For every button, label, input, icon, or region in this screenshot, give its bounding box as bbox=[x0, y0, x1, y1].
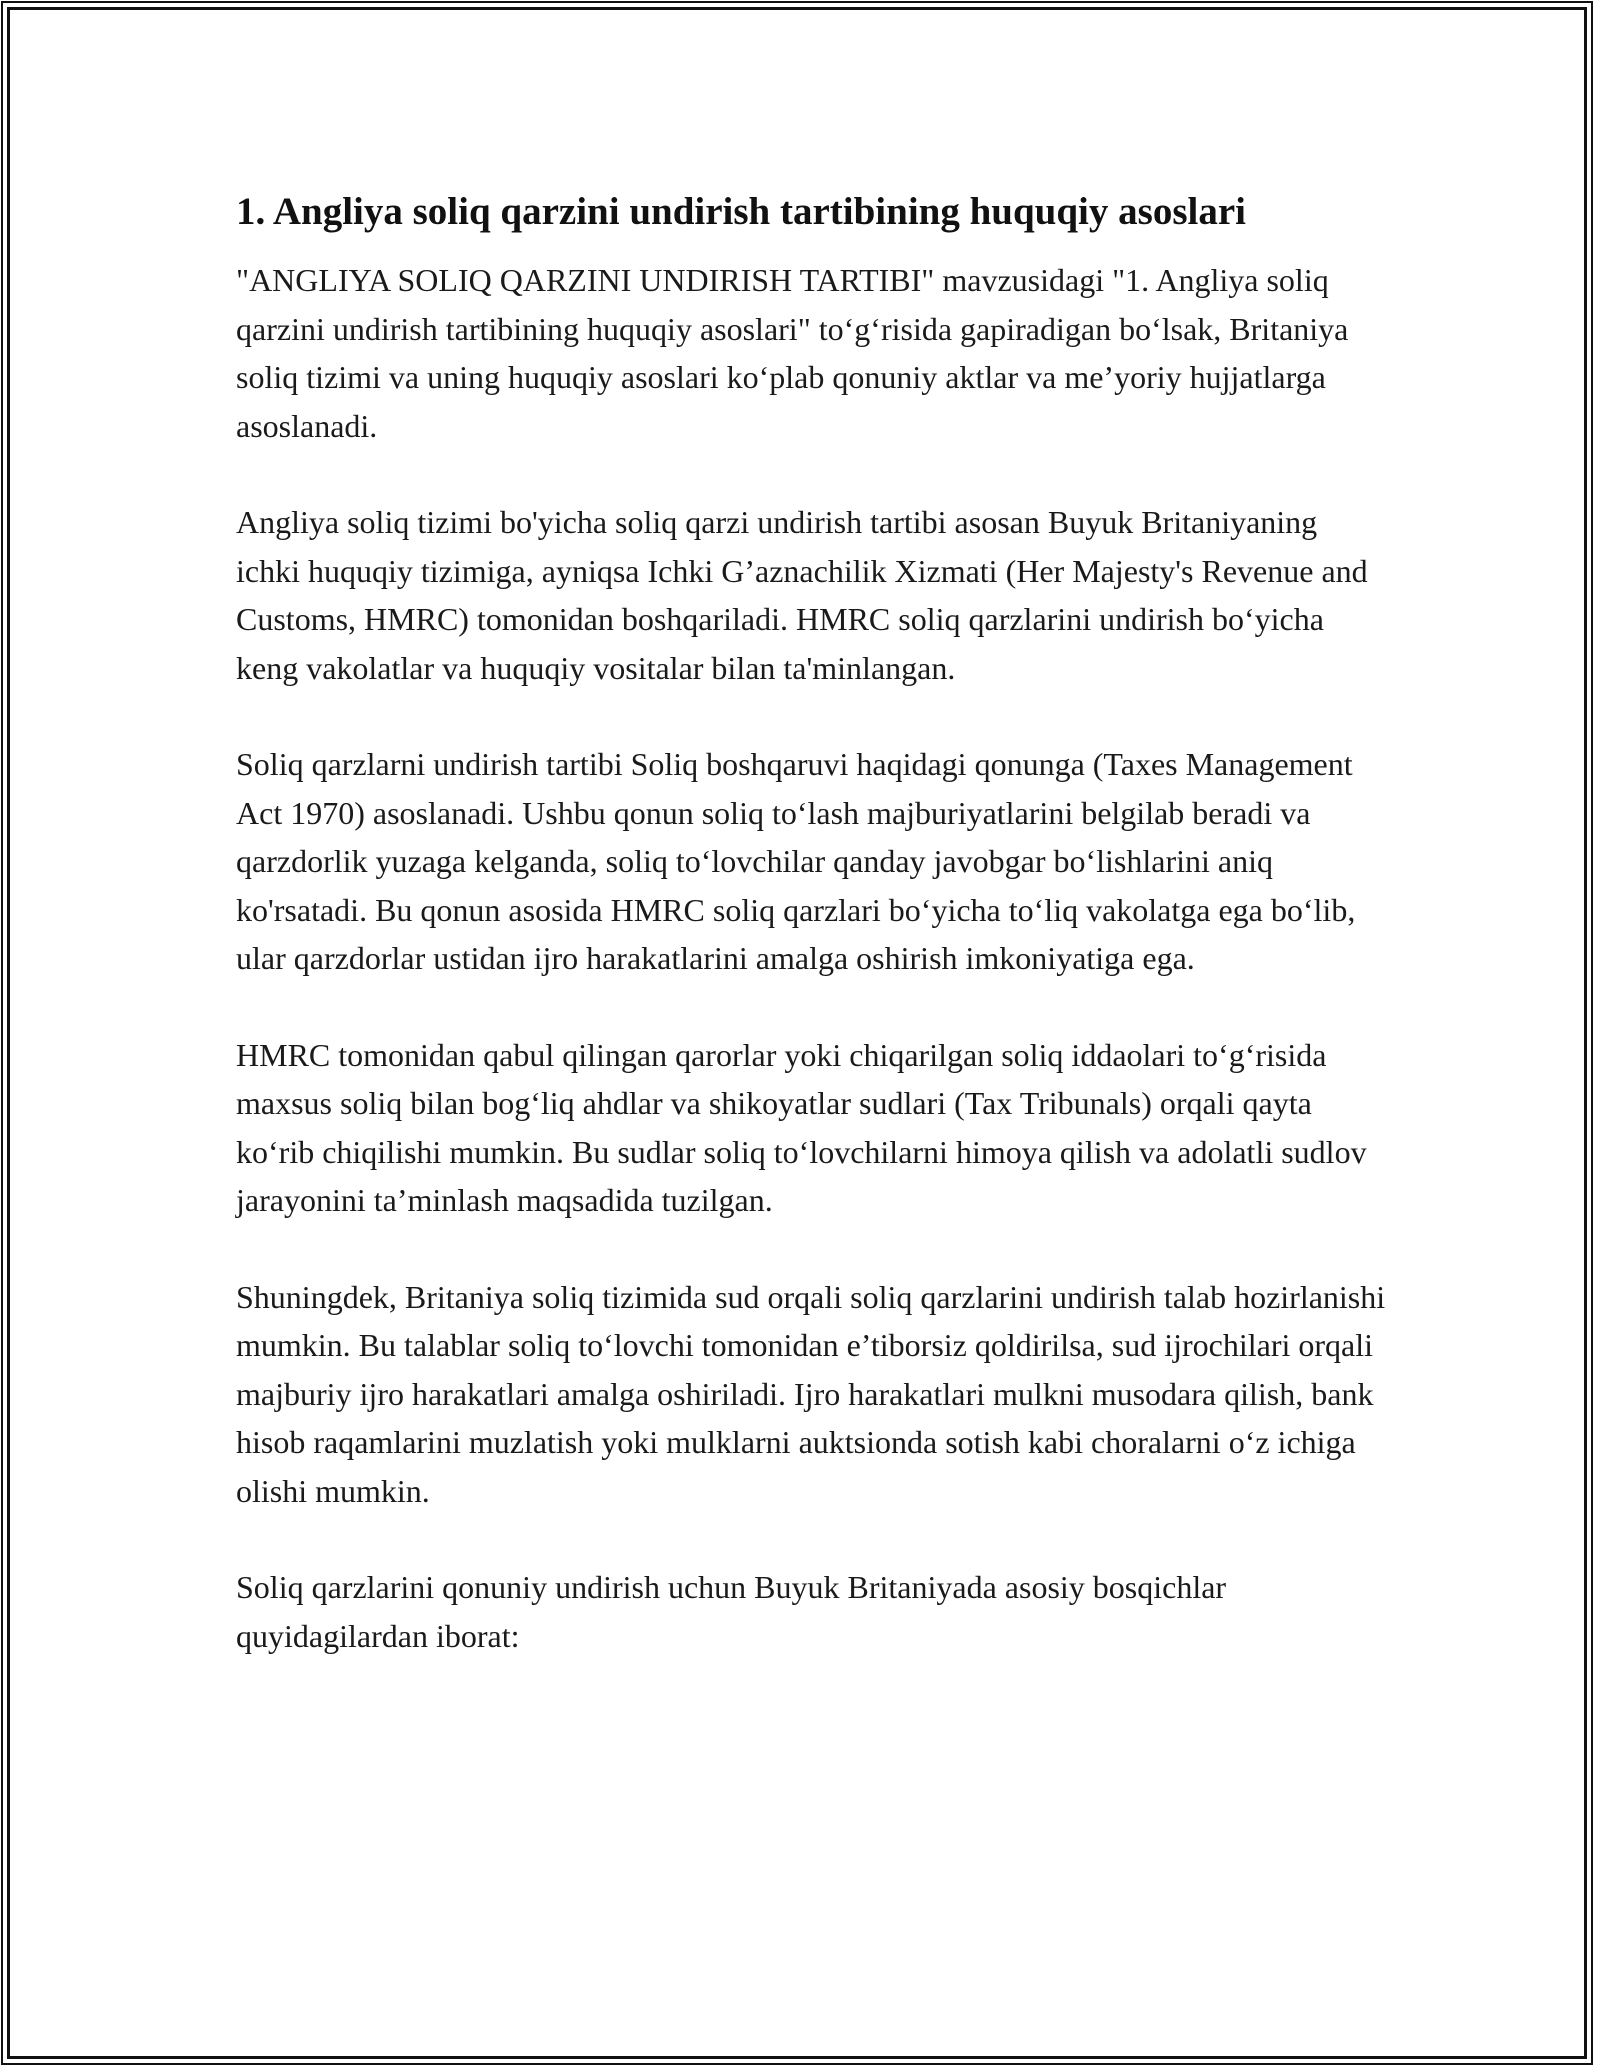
paragraph-5: Shuningdek, Britaniya soliq tizimida sud orqali soliq qarzlarini undirish talab hozirlanishi mumkin. Bu talablar soliq to‘lovchi tomonidan e’tiborsiz qoldirilsa, sud ijrochilari orqali majburiy ijro harakatlari amalga oshiriladi. Ijro harakatlari mulkni musodara qilish, bank hisob raqamlarini muzlatish yoki mulklarni auktsionda sotish kabi choralarni o‘z ichiga olishi mumkin. bbox=[236, 1278, 1386, 1509]
paragraph-6: Soliq qarzlarini qonuniy undirish uchun Buyuk Britaniyada asosiy bosqichlar quyidagilardan iborat: bbox=[236, 1569, 1227, 1654]
document-body bbox=[236, 186, 1386, 1708]
paragraph-2: Angliya soliq tizimi bo'yicha soliq qarzi undirish tartibi asosan Buyuk Britaniyaning ichki huquqiy tizimiga, ayniqsa Ichki G’aznachilik Xizmati (Her Majesty's Revenue and Customs, HMRC) tomonidan boshqariladi. HMRC soliq qarzlarini undirish bo‘yicha keng vakolatlar va huquqiy vositalar bilan ta'minlangan. bbox=[236, 504, 1368, 686]
paragraph-1: "ANGLIYA SOLIQ QARZINI UNDIRISH TARTIBI" mavzusidagi "1. Angliya soliq qarzini undirish tartibining huquqiy asoslari" to‘g‘risida gapiradigan bo‘lsak, Britaniya soliq tizimi va uning huquqiy asoslari ko‘plab qonuniy aktlar va me’yoriy hujjatlarga asoslanadi. bbox=[236, 262, 1349, 444]
section-title: 1. Angliya soliq qarzini undirish tartibining huquqiy asoslari bbox=[236, 190, 1246, 233]
paragraph-4: HMRC tomonidan qabul qilingan qarorlar yoki chiqarilgan soliq iddaolari to‘g‘risida maxsus soliq bilan bog‘liq ahdlar va shikoyatlar sudlari (Tax Tribunals) orqali qayta ko‘rib chiqilishi mumkin. Bu sudlar soliq to‘lovchilarni himoya qilish va adolatli sudlov jarayonini ta’minlash maqsadida tuzilgan. bbox=[236, 1036, 1367, 1218]
paragraph-3: Soliq qarzlarni undirish tartibi Soliq boshqaruvi haqidagi qonunga (Taxes Management Act 1970) asoslanadi. Ushbu qonun soliq to‘lash majburiyatlarini belgilab beradi va qarzdorlik yuzaga kelganda, soliq to‘lovchilar qanday javobgar bo‘lishlarini aniq ko'rsatadi. Bu qonun asosida HMRC soliq qarzlari bo‘yicha to‘liq vakolatga ega bo‘lib, ular qarzdorlar ustidan ijro harakatlarini amalga oshirish imkoniyatiga ega. bbox=[236, 746, 1356, 976]
